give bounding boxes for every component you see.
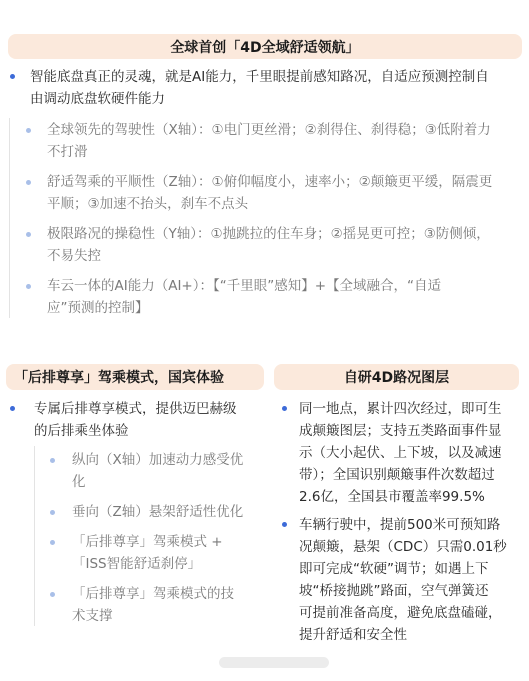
top-sub4-line2: 应”预测的控制】 — [47, 300, 149, 316]
right-b2-line5: 可提前准备高度，避免底盘磕碰， — [299, 605, 502, 621]
sub-bullet-icon — [26, 180, 31, 185]
top-sub1-line2: 不打滑 — [47, 144, 88, 160]
bullet-icon — [282, 522, 287, 527]
right-b2-line3: 即可完成“软硬”调节；如遇上下 — [299, 561, 489, 577]
top-sub3-line2: 不易失控 — [47, 248, 101, 264]
section-title-rear-seat: 「后排尊享」驾乘模式，国宾体验 — [6, 364, 264, 390]
top-main-line1: 智能底盘真正的灵魂，就是AI能力，千里眼提前感知路况，自适应预测控制自 — [30, 69, 489, 85]
bullet-icon — [10, 74, 15, 79]
top-main-line2: 由调动底盘软硬件能力 — [30, 91, 165, 107]
section-title-4d-comfort: 全球首创「4D全域舒适领航」 — [8, 34, 522, 59]
top-sub-divider — [9, 118, 10, 318]
sub-bullet-icon — [26, 284, 31, 289]
right-b1-line1: 同一地点，累计四次经过，即可生 — [299, 401, 502, 417]
sub-bullet-icon — [26, 128, 31, 133]
right-b2-line4: 坡“桥接抛跳”路面，空气弹簧还 — [299, 583, 489, 599]
left-sub4-line2: 术支撑 — [72, 608, 113, 624]
sub-bullet-icon — [50, 592, 55, 597]
left-sub-divider — [34, 446, 35, 626]
top-sub2-line1: 舒适驾乘的平顺性（Z轴）：①俯仰幅度小，速率小；②颠簸更平缓，隔震更 — [47, 174, 493, 190]
section-title-4d-road-layer: 自研4D路况图层 — [274, 364, 519, 390]
sub-bullet-icon — [50, 458, 55, 463]
right-b1-line5: 2.6亿，全国县市覆盖率99.5% — [299, 489, 485, 505]
sub-bullet-icon — [50, 540, 55, 545]
top-sub3-line1: 极限路况的操稳性（Y轴）：①抛跳拉的住车身；②摇晃更可控；③防侧倾， — [47, 226, 490, 242]
left-main-line1: 专属后排尊享模式，提供迈巴赫级 — [34, 401, 237, 417]
sub-bullet-icon — [50, 510, 55, 515]
right-b2-line6: 提升舒适和安全性 — [299, 627, 407, 643]
left-sub2-line1: 垂向（Z轴）悬架舒适性优化 — [72, 504, 244, 520]
right-b2-line1: 车辆行驶中，提前500米可预知路 — [299, 517, 501, 533]
sub-bullet-icon — [26, 232, 31, 237]
right-b2-line2: 况颠簸，悬架（CDC）只需0.01秒 — [299, 539, 507, 555]
left-sub1-line1: 纵向（X轴）加速动力感受优 — [72, 452, 244, 468]
right-b1-line4: 带）；全国识别颠簸事件次数超过 — [299, 467, 495, 483]
right-b1-line3: 示（大小起伏、上下坡，以及减速 — [299, 445, 502, 461]
left-main-line2: 的后排乘坐体验 — [34, 423, 129, 439]
top-sub2-line2: 平顺；③加速不抬头，刹车不点头 — [47, 196, 249, 212]
left-sub4-line1: 「后排尊享」驾乘模式的技 — [72, 586, 234, 602]
left-sub3-line2: 「ISS智能舒适刹停」 — [72, 556, 202, 572]
bullet-icon — [282, 406, 287, 411]
right-b1-line2: 成颠簸图层；支持五类路面事件显 — [299, 423, 502, 439]
left-sub1-line2: 化 — [72, 474, 86, 490]
bullet-icon — [10, 406, 15, 411]
watermark-bar — [219, 657, 329, 668]
top-sub4-line1: 车云一体的AI能力（AI+）：【“千里眼”感知】+【全域融合，“自适 — [47, 278, 442, 294]
left-sub3-line1: 「后排尊享」驾乘模式 + — [72, 534, 223, 550]
top-sub1-line1: 全球领先的驾驶性（X轴）：①电门更丝滑；②刹得住、刹得稳；③低附着力 — [47, 122, 491, 138]
